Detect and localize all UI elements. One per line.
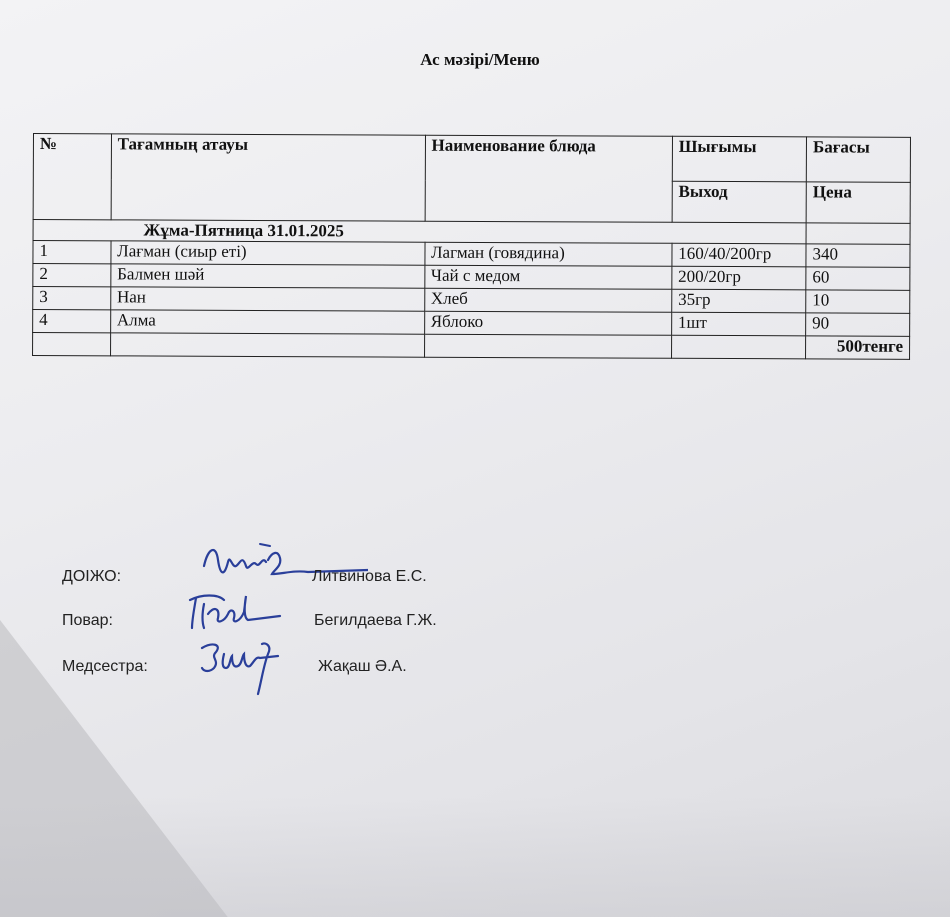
row-number: 1 bbox=[33, 241, 111, 264]
total-price: 500тенге bbox=[806, 336, 910, 359]
row-name-ru: Лагман (говядина) bbox=[424, 242, 671, 266]
signature-name: Бегилдаева Г.Ж. bbox=[314, 612, 437, 629]
signature-name: Жақаш Ә.А. bbox=[318, 658, 407, 675]
header-name-kz: Тағамның атауы bbox=[111, 134, 425, 221]
total-row-empty-cell bbox=[110, 333, 424, 357]
signature-role: Медсестра: bbox=[62, 658, 148, 675]
handwritten-signature-cook bbox=[184, 592, 284, 636]
row-output: 200/20гр bbox=[672, 266, 806, 290]
table-header-row bbox=[33, 134, 910, 183]
row-output: 1шт bbox=[671, 312, 805, 336]
header-output-ru: Выход bbox=[672, 181, 806, 223]
row-name-ru: Яблоко bbox=[424, 311, 671, 335]
signature-role: Повар: bbox=[62, 612, 113, 629]
row-name-kz: Алма bbox=[110, 310, 424, 334]
row-name-ru: Хлеб bbox=[424, 288, 671, 312]
row-number: 4 bbox=[33, 310, 111, 333]
row-name-kz: Нан bbox=[110, 287, 424, 311]
signature-name: Литвинова Е.С. bbox=[312, 568, 427, 585]
row-price: 60 bbox=[806, 267, 910, 290]
row-number: 3 bbox=[33, 287, 111, 310]
total-row-empty-cell bbox=[671, 335, 805, 359]
row-price: 90 bbox=[806, 313, 910, 336]
row-output: 160/40/200гр bbox=[672, 243, 806, 267]
row-price: 340 bbox=[806, 244, 910, 267]
row-number: 2 bbox=[33, 264, 111, 287]
paper-bottom-shadow bbox=[0, 797, 950, 917]
row-name-kz: Лағман (сиыр еті) bbox=[111, 241, 425, 265]
row-output: 35гр bbox=[672, 289, 806, 313]
header-name-ru: Наименование блюда bbox=[425, 135, 673, 222]
document-title: Ас мәзірі/Меню bbox=[420, 50, 540, 69]
menu-table bbox=[32, 133, 911, 360]
header-number: № bbox=[33, 134, 111, 220]
row-price: 10 bbox=[806, 290, 910, 313]
day-row-empty-cell bbox=[806, 223, 910, 244]
signature-role: ДОІЖО: bbox=[62, 568, 122, 585]
day-label: Жұма-Пятница 31.01.2025 bbox=[33, 220, 806, 244]
header-price-kz: Бағасы bbox=[806, 137, 910, 182]
total-row-empty-cell bbox=[424, 334, 671, 358]
total-row-empty-cell bbox=[33, 333, 111, 356]
row-name-kz: Балмен шәй bbox=[111, 264, 425, 288]
total-row bbox=[33, 333, 910, 360]
handwritten-signature-nurse bbox=[196, 638, 296, 698]
header-price-ru: Цена bbox=[806, 182, 910, 223]
header-output-kz: Шығымы bbox=[672, 136, 806, 182]
row-name-ru: Чай с медом bbox=[424, 265, 671, 289]
